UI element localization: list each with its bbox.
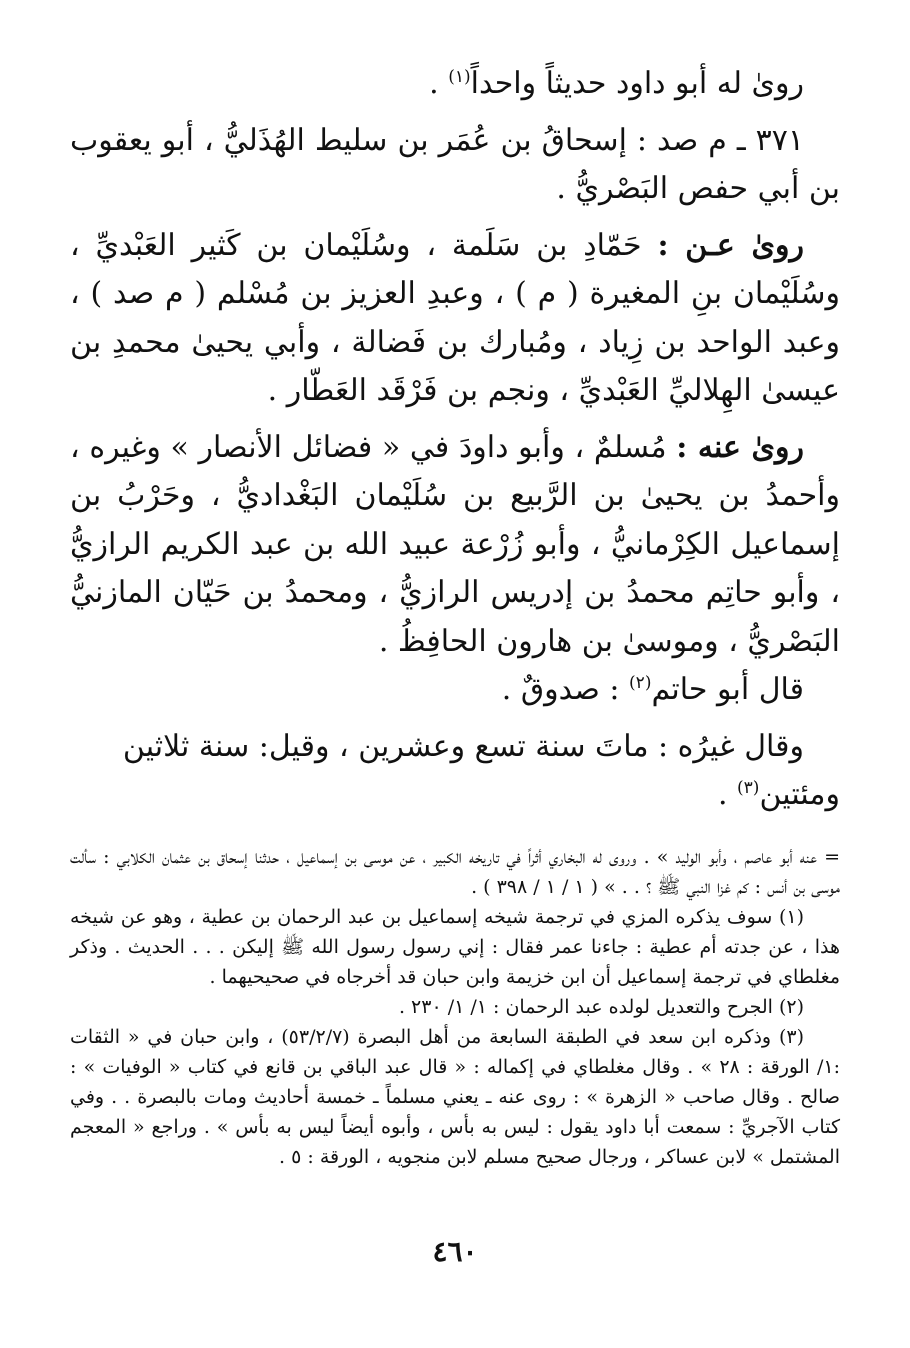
previous-entry-end <box>70 60 840 109</box>
narrated-by-text: مُسلمٌ ، وأبو داودَ في « فضائل الأنصار » وغيره ، وأحمدُ بن يحيىٰ بن الرَّبيع بن سُلَيْمان البَغْداديُّ ، وحَرْبُ بن إسماعيل الكِرْمانيُّ ، وأبو زُرْعة عبيد الله بن عبد الكريم الرازيُّ ، وأبو حاتِم محمدُ بن إدريس الرازيُّ ، ومحمدُ بن حَيّان المازنيُّ البَصْريُّ ، وموسىٰ بن هارون الحافِظُ . <box>70 429 840 659</box>
footnote-ref-1: (١) <box>448 67 471 87</box>
page-body <box>70 60 840 1172</box>
abu-hatim-text: قال أبو حاتم <box>651 672 804 707</box>
previous-entry-text: روىٰ له أبو داود حديثاً واحداً <box>470 66 804 101</box>
narrated-from-text: حَمّادِ بن سَلَمة ، وسُلَيْمان بن كَثير العَبْديِّ ، وسُلَيْمان بنِ المغيرة ( م ) ، وعبدِ العزيز بن مُسْلم ( م صد ) ، وعبد الواحد بن زِياد ، ومُبارك بن فَضالة ، وأبي يحيىٰ محمدِ بن عيسىٰ الهِلاليِّ العَبْديِّ ، ونجم بن فَرْقَد العَطّار . <box>70 227 840 408</box>
death-tail: . <box>717 777 738 812</box>
footnote-ref-3: (٣) <box>737 778 760 798</box>
footnote-3: (٣) وذكره ابن سعد في الطبقة السابعة من أهل البصرة (٥٣/٢/٧) ، وابن حبان في « الثقات :١/ الورقة : ٢٨ » . وقال مغلطاي في إكماله : « قال عبد الباقي بن قانع في كتاب « الوفيات » : صالح . وقال صاحب « الزهرة » : روى عنه ـ يعني مسلماً ـ خمسة أحاديث ومات بالبصرة . . وفي كتاب الآجريِّ : سمعت أبا داود يقول : ليس به بأس ، وأبوه أيضاً ليس به بأس » . وراجع « المعجم المشتمل » لابن عساكر ، ورجال صحيح مسلم لابن منجويه ، الورقة : ٥ . <box>70 1025 841 1168</box>
footnote-continuation: = عنه أبو عاصم ، وأبو الوليد » . وروى له البخاري أثراً في تاريخه الكبير ، عن موسى بن إسماعيل ، حدثنا إسحاق بن عثمان الكلابي : سألت موسى بن أنس : كم غزا النبي ﷺ ؟ . . » ( ١ / ١ / ٣٩٨ ) . <box>70 845 840 898</box>
narrated-by-paragraph <box>70 424 840 667</box>
death-statement <box>70 723 840 820</box>
footnote-1: (١) سوف يذكره المزي في ترجمة شيخه إسماعيل بن عبد الرحمان بن عطية ، وهو عن شيخه هذا ، عن جدته أم عطية : جاءنا عمر فقال : إني رسول رسول الله ﷺ إليكن . . . الحديث . وذكر مغلطاي في ترجمة إسماعيل أن ابن خزيمة وابن حبان قد أخرجاه في صحيحيهما . <box>70 905 840 988</box>
narrated-from-paragraph <box>70 222 840 416</box>
footnote-2: (٢) الجرح والتعديل لولده عبد الرحمان : ١/ ١/ ٢٣٠ . <box>398 995 804 1018</box>
entry-heading: ٣٧١ ـ م صد : إسحاقُ بن عُمَر بن سليط الهُذَليُّ ، أبو يعقوب بن أبي حفص البَصْريُّ . <box>70 122 840 206</box>
footnotes <box>70 842 840 1172</box>
page-number: ٤٦٠ <box>432 1235 478 1268</box>
narrated-by-label: روىٰ عنه : <box>676 429 804 465</box>
abu-hatim-statement <box>70 666 840 715</box>
footnote-ref-2: (٢) <box>629 673 652 693</box>
narrated-from-label: روىٰ عـن : <box>657 227 804 263</box>
death-text: وقال غيرُه : ماتَ سنة تسع وعشرين ، وقيل: سنة ثلاثين ومئتين <box>122 728 840 812</box>
abu-hatim-verdict: : صدوقٌ . <box>501 672 630 707</box>
previous-entry-tail: . <box>429 66 449 101</box>
main-text <box>70 60 840 820</box>
